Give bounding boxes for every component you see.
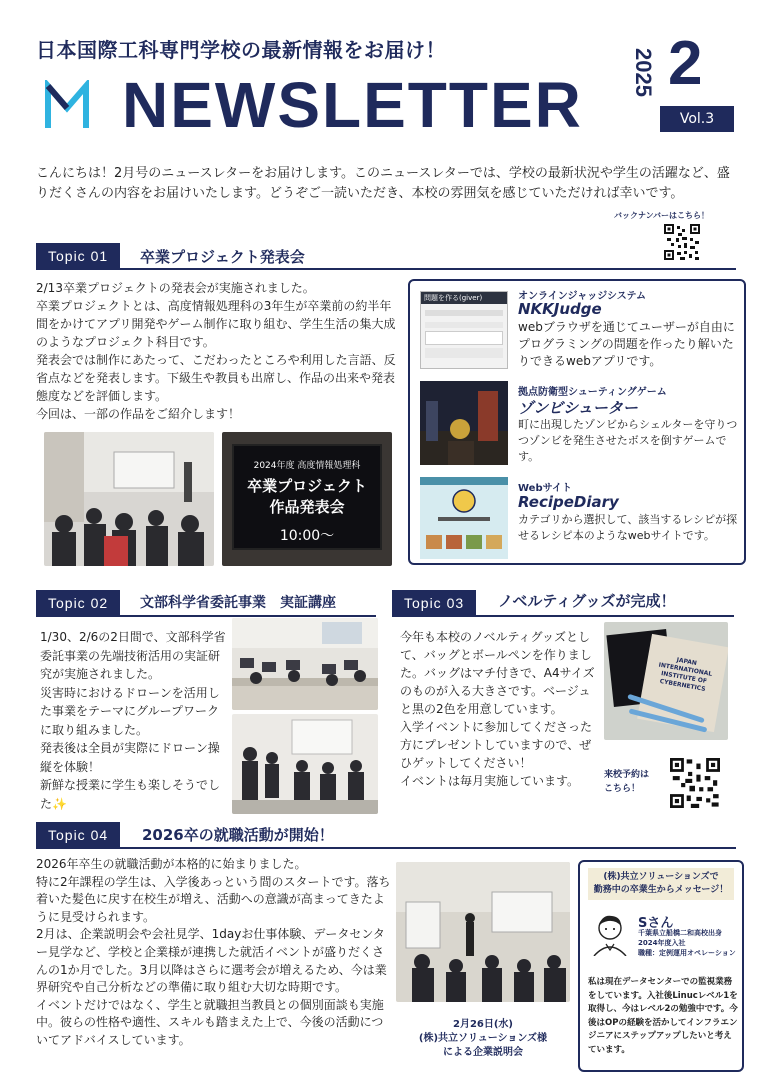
topic-01-rule <box>36 268 736 270</box>
topic-02-rule <box>36 615 376 617</box>
app-3-description: カテゴリから選択して、該当するレシピが探せるレシピ本のようなwebサイトです。 <box>518 513 738 542</box>
paragraph: 卒業プロジェクトとは、高度情報処理科の3年生が卒業前の約半年間をかけてアプリ開発やゲーム制作に取り組む、学生生活の集大成のようなプロジェクト科目です。 <box>36 299 396 349</box>
recipe-diary-screenshot <box>420 477 508 559</box>
paragraph: 新鮮な授業に学生も楽しそうでした✨ <box>40 778 221 811</box>
qr-code-icon <box>670 758 720 808</box>
volume-badge: Vol.3 <box>660 106 734 132</box>
masthead-title: NEWSLETTER <box>122 69 583 141</box>
screen-time: 10:00〜 <box>279 528 335 544</box>
year-text: 2025 <box>631 48 656 97</box>
briefing-photo-caption: 2月26日(水) (株)共立ソリューションズ様 による企業説明会 <box>418 1019 548 1058</box>
paragraph: 発表会では制作にあたって、こだわったところや利用した言語、反省点などを発表します。下級生や教員も出席し、作品の出来や発表態度などを評価します。 <box>36 353 396 403</box>
classroom-photo <box>232 618 378 710</box>
paragraph: 発表後は全員が実際にドローン操縦を体験！ <box>40 741 220 774</box>
bag-print-text: JAPAN INTERNATIONAL INSTITUTE OF CYBERNETICS <box>637 634 728 732</box>
year-label <box>628 44 658 110</box>
screen-line-2: 卒業プロジェクト <box>247 477 367 495</box>
school-logo-icon <box>44 80 90 132</box>
topic-02-body <box>40 628 230 813</box>
alumni-profile: 千葉県立船橋二和高校出身 2024年度入社 職種：定例運用オペレーション <box>638 929 736 957</box>
paragraph: 2026年卒生の就職活動が本格的に始まりました。 <box>36 857 307 871</box>
topic-03-rule <box>392 615 734 617</box>
topic-03-title: ノベルティグッズが完成！ <box>498 592 676 610</box>
nkkjudge-screenshot <box>420 291 508 369</box>
paragraph: イベントだけではなく、学生と就職担当教員との個別面談も実施中。彼らの性格や適性、スキルも踏まえた上で、今後の活動についてアドバイスしています。 <box>36 997 384 1047</box>
drone-workshop-photo <box>232 714 378 814</box>
topic-02-tab: Topic 02 <box>36 590 120 616</box>
paragraph: 2月は、企業説明会や会社見学、1dayお仕事体験、データセンター見学など、学校と企業様が連携した就活イベントが盛りだくさんの1か月でした。3月以降はさらに選考会が増えるため、今は業界研究や自己分析などの準備に取り組む大切な時期です。 <box>36 927 387 995</box>
paragraph: 2/13卒業プロジェクトの発表会が実施されました。 <box>36 281 315 295</box>
app-1-title: NKKJudge <box>518 300 602 318</box>
presentation-screen-photo <box>222 432 392 566</box>
visit-reservation-label: 来校予約は こちら！ <box>604 770 650 794</box>
back-number-label: バックナンバーはこちら！ <box>614 211 710 220</box>
project-showcase-card <box>408 279 746 565</box>
app-2-category: 拠点防衛型シューティングゲーム <box>518 387 667 398</box>
app-2-description: 町に出現したゾンビからシェルターを守りつつゾンビを発生させたボスを倒すゲームです。 <box>518 418 738 463</box>
back-number-qr-code[interactable] <box>664 224 700 260</box>
issue-month: 2 <box>668 29 703 98</box>
company-briefing-photo <box>396 862 570 1002</box>
screen-line-1: 2024年度 高度情報処理科 <box>253 461 361 471</box>
app-2-title: ゾンビシューター <box>518 399 638 417</box>
newsletter-subtitle: 日本国際工科専門学校の最新情報をお届け！ <box>36 38 446 62</box>
topic-02-title: 文部科学省委託事業 実証講座 <box>140 595 336 611</box>
paragraph: 1/30、2/6の2日間で、文部科学省委託事業の先端技術活用の実証研究が実施されました。 <box>40 630 226 681</box>
screenshot-header: 問題を作る(giver) <box>421 292 507 304</box>
topic-04-tab: Topic 04 <box>36 822 120 848</box>
app-3-category: Webサイト <box>518 483 572 494</box>
alumni-name: Sさん <box>638 916 674 931</box>
topic-04-title: 2026卒の就職活動が開始！ <box>142 826 334 844</box>
topic-04-body <box>36 856 392 1050</box>
topic-01-tab: Topic 01 <box>36 243 120 269</box>
topic-01-body <box>36 279 398 423</box>
alumni-message-card <box>578 860 744 1072</box>
zombie-shooter-screenshot <box>420 381 508 465</box>
topic-03-body <box>400 628 600 790</box>
qr-code-icon <box>664 224 700 260</box>
intro-text: こんにちは！2月号のニュースレターをお届けします。このニュースレターでは、学校の最新状況や学生の活躍など、盛りだくさんの内容をお届けいたします。どうぞご一読いただき、本校の雰囲気を感じていただければ幸いです。 <box>36 166 730 201</box>
paragraph: 特に2年課程の学生は、入学後あっという間のスタートです。落ち着いた髪色に戻す在校生が増え、活動への意識が高まってきたように見受けられます。 <box>36 874 391 924</box>
alumni-message-text: 私は現在データセンターでの監視業務をしています。入社後Linucレベル1を取得し、今はレベル2の勉強中です。今後はOPの経験を活かしてインフラエンジニアにステップアップしたいと考えています。 <box>588 977 738 1055</box>
paragraph: 今回は、一部の作品をご紹介します！ <box>36 407 241 421</box>
paragraph: 今年も本校のノベルティグッズとして、バッグとボールペンを作りました。バッグはマチ付きで、A4サイズのものが入る大きさです。ベージュと黒の2色を用意しています。 <box>400 630 595 716</box>
visit-reservation-qr-code[interactable] <box>670 758 720 808</box>
novelty-goods-photo <box>604 622 728 740</box>
paragraph: 災害時におけるドローンを活用した事業をテーマにグループワークに取り組みました。 <box>40 685 220 737</box>
topic-04-rule <box>36 847 736 849</box>
paragraph: イベントは毎月実施しています。 <box>400 774 580 788</box>
paragraph: 入学イベントに参加してくださった方にプレゼントしていますので、ぜひゲットしてください！ <box>400 720 593 770</box>
app-3-title: RecipeDiary <box>518 493 619 511</box>
screen-line-3: 作品発表会 <box>269 498 345 516</box>
app-1-description: webブラウザを通じてユーザーが自由にプログラミングの問題を作ったり解いたりできるwebアプリです。 <box>518 320 735 368</box>
topic-01-title: 卒業プロジェクト発表会 <box>140 248 305 266</box>
alumni-avatar-icon <box>588 908 632 956</box>
app-1-category: オンラインジャッジシステム <box>518 291 646 302</box>
presentation-room-photo <box>44 432 214 566</box>
message-heading: (株)共立ソリューションズで 勤務中の卒業生からメッセージ！ <box>588 868 734 900</box>
topic-03-tab: Topic 03 <box>392 590 476 616</box>
